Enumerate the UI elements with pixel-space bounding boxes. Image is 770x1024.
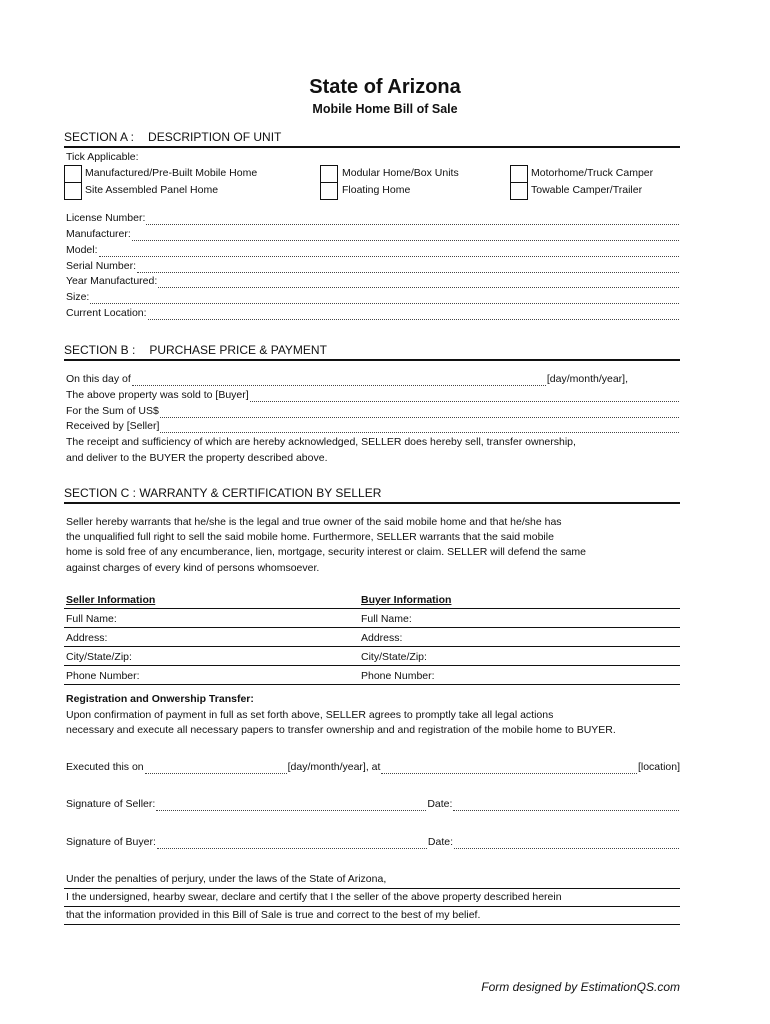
buyer-address-field[interactable]: Address: [361,632,403,644]
table-row[interactable] [64,628,680,647]
field-current-location[interactable] [66,307,680,320]
checkbox-towable-camper[interactable] [510,182,528,200]
field-label: Size: [66,291,90,303]
checkbox-motorhome[interactable] [510,165,528,183]
field-label: Received by [Seller] [66,420,160,432]
checkbox-modular-home[interactable] [320,165,338,183]
page-title: State of Arizona [309,76,461,98]
field-buyer-signature[interactable] [66,836,680,849]
field-year-manufactured[interactable] [66,275,680,288]
receipt-text-line-1: The receipt and sufficiency of which are hereby acknowledged, SELLER does hereby sell, transfer ownership, [66,436,576,448]
warranty-line-4: against charges of every kind of persons whomsoever. [66,562,320,574]
section-a-title: DESCRIPTION OF UNIT [148,130,282,144]
option-label-manufactured: Manufactured/Pre-Built Mobile Home [85,167,258,179]
party-information-table [64,590,680,685]
table-row[interactable] [64,647,680,666]
seller-phone-field[interactable]: Phone Number: [66,670,140,682]
field-label-mid: [day/month/year], at [287,761,381,773]
field-label-suffix: [day/month/year], [546,373,628,385]
section-a-label: SECTION A : [64,130,135,144]
field-sale-sum[interactable] [66,405,680,418]
section-a-header [64,130,680,148]
registration-line-1: Upon confirmation of payment in full as set forth above, SELLER agrees to promptly take all legal actions [66,709,554,721]
option-label-floating: Floating Home [342,184,411,196]
seller-info-heading: Seller Information [66,594,156,606]
field-label: Signature of Buyer: [66,836,156,848]
buyer-phone-field[interactable]: Phone Number: [361,670,435,682]
warranty-line-1: Seller hereby warrants that he/she is the legal and true owner of the said mobile home and that he/she has [66,516,562,528]
perjury-line-1: Under the penalties of perjury, under the laws of the State of Arizona, [64,871,680,889]
field-label-suffix: [location] [637,761,680,773]
page-subtitle: Mobile Home Bill of Sale [312,102,458,116]
field-label: On this day of [66,373,131,385]
field-label: Current Location: [66,307,147,319]
section-b-header [64,343,680,361]
field-manufacturer[interactable] [66,228,680,241]
perjury-line-2: I the undersigned, hearby swear, declare and certify that I the seller of the above property described herein [64,889,680,907]
table-row[interactable] [64,666,680,685]
date-label: Date: [427,836,453,848]
field-sale-date[interactable] [66,373,628,386]
receipt-text-line-2: and deliver to the BUYER the property described above. [66,452,328,464]
field-label: Model: [66,244,98,256]
checkbox-manufactured-home[interactable] [64,165,82,183]
perjury-statement [64,871,680,925]
perjury-line-3: that the information provided in this Bill of Sale is true and correct to the best of my belief. [64,907,680,925]
field-model[interactable] [66,244,680,257]
field-label: Manufacturer: [66,228,131,240]
field-label: Executed this on [66,761,144,773]
footer-credit: Form designed by EstimationQS.com [481,980,680,994]
section-b-label: SECTION B : [64,343,136,357]
field-size[interactable] [66,291,680,304]
section-b-title: PURCHASE PRICE & PAYMENT [149,343,327,357]
table-row[interactable] [64,609,680,628]
option-label-site-assembled: Site Assembled Panel Home [85,184,219,196]
field-label: Signature of Seller: [66,798,156,810]
field-label: For the Sum of US$ [66,405,159,417]
field-buyer-name[interactable] [66,389,680,402]
buyer-info-heading: Buyer Information [361,594,452,606]
seller-full-name-field[interactable]: Full Name: [66,613,117,625]
seller-address-field[interactable]: Address: [66,632,108,644]
section-c-header: SECTION C : WARRANTY & CERTIFICATION BY SELLER [64,486,680,504]
field-label: Year Manufactured: [66,275,158,287]
option-label-modular: Modular Home/Box Units [342,167,459,179]
date-label: Date: [427,798,453,810]
field-label: License Number: [66,212,146,224]
registration-line-2: necessary and execute all necessary papers to transfer ownership and and registration of the mobile home to BUYER. [66,724,616,736]
field-license-number[interactable] [66,212,680,225]
seller-city-state-zip-field[interactable]: City/State/Zip: [66,651,132,663]
field-seller-received[interactable] [66,420,680,433]
checkbox-floating-home[interactable] [320,182,338,200]
option-label-towable: Towable Camper/Trailer [531,184,643,196]
field-seller-signature[interactable] [66,798,680,811]
field-label: The above property was sold to [Buyer] [66,389,249,401]
option-label-motorhome: Motorhome/Truck Camper [531,167,654,179]
warranty-line-2: the unqualified full right to sell the said mobile home. Furthermore, SELLER warrants that the said mobile [66,531,554,543]
table-row-header [64,590,680,609]
tick-applicable-label: Tick Applicable: [66,151,139,163]
field-label: Serial Number: [66,260,137,272]
registration-title: Registration and Onwership Transfer: [66,693,254,705]
checkbox-site-assembled-home[interactable] [64,182,82,200]
field-serial-number[interactable] [66,260,680,273]
buyer-city-state-zip-field[interactable]: City/State/Zip: [361,651,427,663]
buyer-full-name-field[interactable]: Full Name: [361,613,412,625]
field-executed-on[interactable] [66,761,680,774]
warranty-line-3: home is sold free of any encumberance, lien, mortgage, security interest or claim. SELLER will defend the same [66,546,587,558]
